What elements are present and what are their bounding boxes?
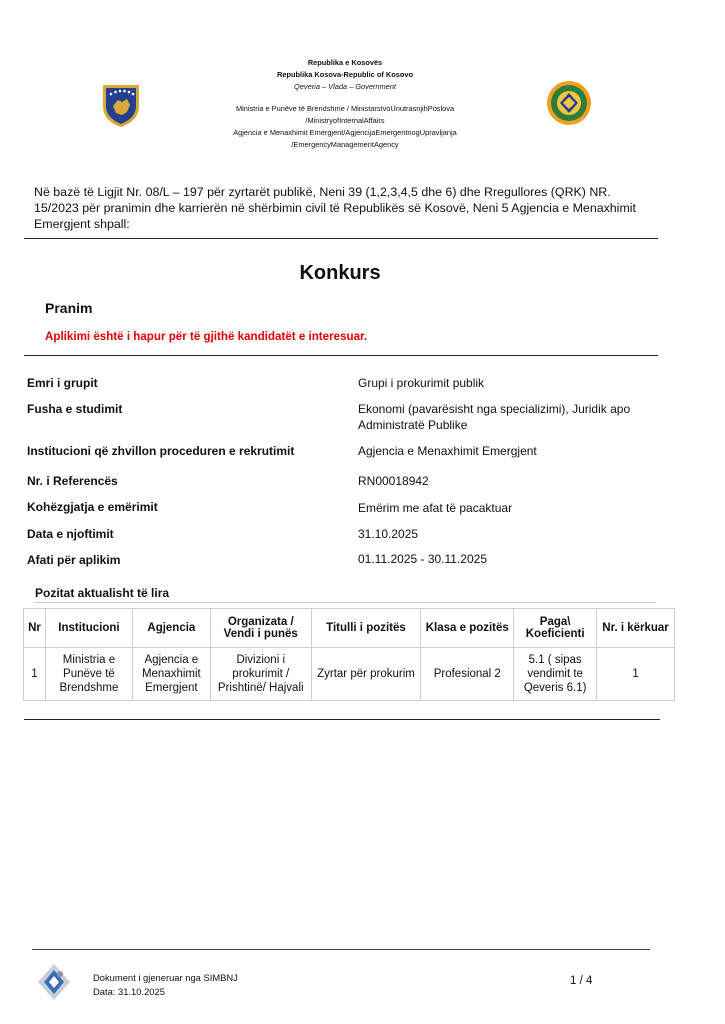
field-label-duration: Kohëzgjatja e emërimit (27, 500, 158, 514)
col-header-nr: Nr (24, 609, 46, 648)
table-row (24, 648, 675, 701)
field-label-group-name: Emri i grupit (27, 376, 98, 390)
footer-divider (32, 949, 650, 950)
subtitle: Pranim (45, 300, 93, 316)
cell-salary: 5.1 ( sipas vendimit te Qeveris 6.1) (514, 648, 597, 701)
field-value-deadline: 01.11.2025 - 30.11.2025 (358, 552, 487, 566)
cell-position-class: Profesional 2 (421, 648, 514, 701)
header-government: Qeveria – Vlada – Government (294, 82, 396, 91)
ema-logo-icon (546, 80, 592, 126)
page-number: 1 / 4 (570, 975, 593, 987)
col-header-organization: Organizata / Vendi i punës (210, 609, 311, 648)
simbnj-logo-icon (36, 962, 72, 1002)
section-underline (34, 602, 656, 603)
open-application-notice: Aplikimi është i hapur për të gjithë kandidatët e interesuar. (45, 330, 368, 343)
field-value-notice-date: 31.10.2025 (358, 527, 419, 541)
header-ministry: Ministria e Punëve të Brendshme / MinistarstvoUnutrasnjihPoslova (235, 104, 455, 113)
col-header-required-count: Nr. i kërkuar (597, 609, 675, 648)
col-header-position-title: Titulli i pozitës (311, 609, 421, 648)
field-value-duration: Emërim me afat të pacaktuar (358, 501, 513, 515)
divider (24, 238, 658, 239)
page-title: Konkurs (299, 262, 381, 284)
field-value-group-name: Grupi i prokurimit publik (358, 376, 485, 390)
header-ministry-en: /MinistryofInternalAffairs (305, 116, 385, 125)
cell-nr: 1 (24, 648, 46, 701)
divider (24, 719, 660, 720)
col-header-salary: Paga\ Koeficienti (514, 609, 597, 648)
field-label-study-field: Fusha e studimit (27, 402, 123, 416)
footer-generated-by: Dokument i gjeneruar nga SIMBNJ (93, 972, 238, 983)
field-value-institution: Agjencia e Menaxhimit Emergjent (358, 444, 537, 458)
kosovo-emblem-icon (100, 82, 142, 128)
positions-table (23, 608, 675, 701)
header-republic-multilingual: Republika Kosova-Republic of Kosovo (277, 70, 413, 79)
cell-institution: Ministria e Punëve të Brendshme (45, 648, 132, 701)
header-agency: Agjencia e Menaxhimit Emergjent/AgjencijaEmergentnogUpravljanja (233, 128, 457, 137)
field-value-study-field: Ekonomi (pavarësisht nga specializimi), Juridik apo Administratë Publike (358, 402, 631, 432)
intro-paragraph: Në bazë të Ligjit Nr. 08/L – 197 për zyrtarët publikë, Neni 39 (1,2,3,4,5 dhe 6) dhe Rregullores (QRK) NR. 15/2023 për pranimin dhe karrierën në shërbimin civil të Republikës së Kosovë, Neni 5 Agjencia e Menaxhimit Emergjent shpall: (34, 185, 636, 231)
header-republic: Republika e Kosovës (307, 58, 383, 67)
field-label-notice-date: Data e njoftimit (27, 527, 114, 541)
header-agency-en: /EmergencyManagementAgency (291, 140, 399, 149)
field-label-deadline: Afati për aplikim (27, 553, 121, 567)
col-header-institution: Institucioni (45, 609, 132, 648)
positions-section-title: Pozitat aktualisht të lira (35, 586, 170, 600)
col-header-agency: Agjencia (132, 609, 210, 648)
field-label-institution: Institucioni që zhvillon proceduren e rekrutimit (27, 444, 295, 458)
field-value-reference: RN00018942 (358, 474, 429, 488)
table-header-row (24, 609, 675, 648)
field-label-reference: Nr. i Referencës (27, 474, 118, 488)
divider (24, 355, 658, 356)
footer-date: Data: 31.10.2025 (93, 986, 165, 997)
col-header-position-class: Klasa e pozitës (421, 609, 514, 648)
cell-organization: Divizioni i prokurimit / Prishtinë/ Hajvali (210, 648, 311, 701)
cell-position-title: Zyrtar për prokurim (311, 648, 421, 701)
cell-required-count: 1 (597, 648, 675, 701)
cell-agency: Agjencia e Menaxhimit Emergjent (132, 648, 210, 701)
